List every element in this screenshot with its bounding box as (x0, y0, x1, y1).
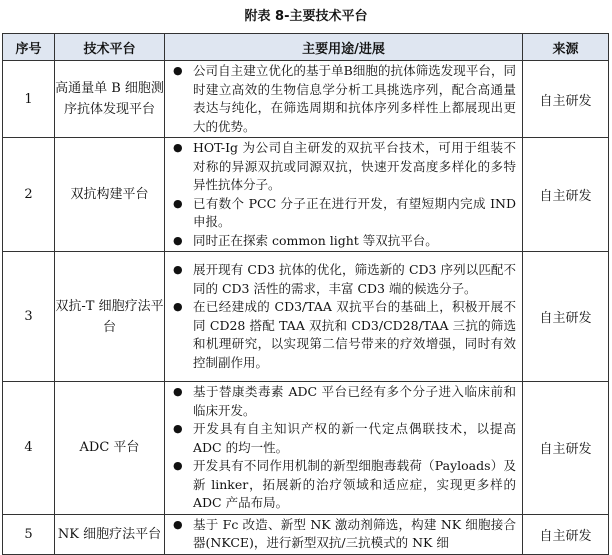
row-usage (165, 382, 523, 515)
bullet-icon: ● (173, 385, 183, 398)
bullet-icon: ● (173, 64, 183, 77)
list-item: ● 公司自主建立优化的基于单B细胞的抗体筛选发现平台，同时建立高效的生物信息学分析工具挑选序列，配合高通量表达与纯化，在筛选周期和抗体序列多样性上都展现出更大的优势。 (173, 63, 516, 134)
bullet-icon: ● (173, 517, 183, 531)
table-row (3, 61, 609, 138)
table-row (3, 138, 609, 252)
row-source: 自主研发 (523, 382, 609, 515)
row-no: 3 (3, 252, 55, 382)
header-platform: 技术平台 (55, 34, 165, 61)
row-source: 自主研发 (523, 514, 609, 554)
bullet-icon: ● (173, 459, 183, 472)
table-row (3, 252, 609, 382)
row-usage (165, 61, 523, 138)
row-source: 自主研发 (523, 138, 609, 252)
list-item: ● HOT-Ig 为公司自主研发的双抗平台技术，可用于组装不对称的异源双抗或同源双抗，快速开发高度多样化的多特异性抗体分子。 (173, 140, 516, 192)
row-source: 自主研发 (523, 252, 609, 382)
list-item: ● 同时正在探索 common light 等双抗平台。 (165, 232, 516, 251)
list-item: ● 展开现有 CD3 抗体的优化，筛选新的 CD3 序列以匹配不同的 CD3 活性的需求，丰富 CD3 端的候选分子。 (173, 262, 516, 296)
row-platform: NK 细胞疗法平台 (55, 514, 165, 554)
bullet-icon: ● (173, 422, 183, 435)
header-usage: 主要用途/进展 (165, 34, 523, 61)
row-platform: 高通量单 B 细胞测序抗体发现平台 (55, 61, 165, 138)
row-no: 4 (3, 382, 55, 515)
bullet-icon: ● (173, 263, 183, 276)
row-usage (165, 252, 523, 382)
row-usage (165, 514, 523, 554)
list-item: ● 开发具有不同作用机制的新型细胞毒载荷（Payloads）及新 linker，拓展新的治疗领域和适应症，实现更多样的 ADC 产品布局。 (173, 458, 516, 510)
row-source: 自主研发 (523, 61, 609, 138)
table-row (3, 514, 609, 554)
header-source: 来源 (523, 34, 609, 61)
table-title: 附表 8-主要技术平台 (244, 9, 368, 24)
list-item: ● 基于 Fc 改造、新型 NK 激动剂筛选，构建 NK 细胞接合器(NKCE)，进行新型双抗/三抗模式的 NK 细 (173, 516, 516, 550)
list-item: ● 已有数个 PCC 分子正在进行开发，有望短期内完成 IND 申报。 (173, 195, 516, 229)
row-platform: 双抗构建平台 (55, 138, 165, 252)
list-item: ● 基于替康类毒素 ADC 平台已经有多个分子进入临床前和临床开发。 (173, 384, 516, 418)
row-usage (165, 138, 523, 252)
bullet-icon: ● (173, 141, 183, 154)
bullet-icon: ● (173, 300, 183, 313)
table-row (3, 382, 609, 515)
list-item: ● 在已经建成的 CD3/TAA 双抗平台的基础上，积极开展不同 CD28 搭配 TAA 双抗和 CD3/CD28/TAA 三抗的筛选和机理研究，以实现第二信号带来的疗效增强，同时有效控制副作用。 (173, 299, 516, 370)
row-no: 1 (3, 61, 55, 138)
row-no: 2 (3, 138, 55, 252)
table-header-row (3, 34, 609, 61)
technology-platform-table (2, 33, 609, 555)
row-no: 5 (3, 514, 55, 554)
row-platform: 双抗-T 细胞疗法平台 (55, 252, 165, 382)
bullet-icon: ● (173, 196, 183, 210)
bullet-icon: ● (173, 233, 183, 247)
list-item: ● 开发具有自主知识产权的新一代定点偶联技术，以提高 ADC 的均一性。 (173, 421, 516, 455)
header-no: 序号 (3, 34, 55, 61)
row-platform: ADC 平台 (55, 382, 165, 515)
